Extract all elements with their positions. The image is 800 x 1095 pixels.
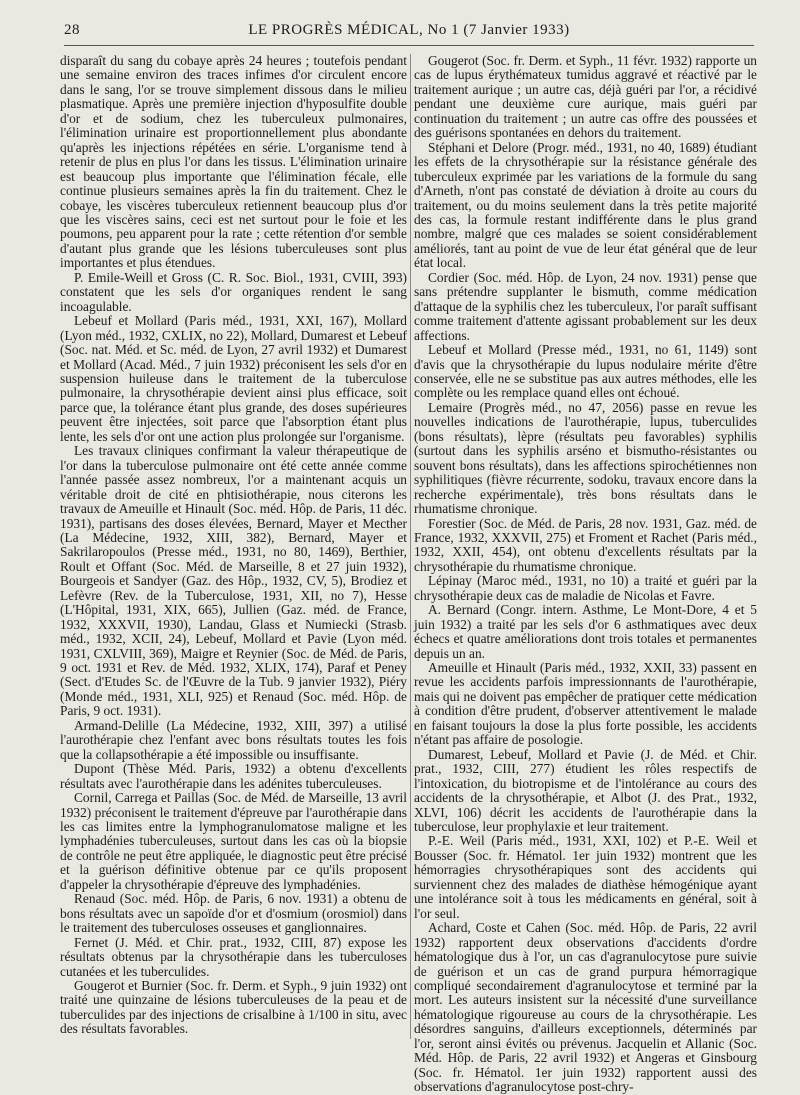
page-header xyxy=(64,22,754,42)
paragraph: Armand-Delille (La Médecine, 1932, XIII, 397) a utilisé l'aurothérapie chez l'enfant avec bons résultats toutes les fois que la collapsothérapie a été impossible ou insuffisante. xyxy=(60,717,407,762)
left-column xyxy=(60,54,407,1054)
paragraph: P.-E. Weil (Paris méd., 1931, XXI, 102) et P.-E. Weil et Bousser (Soc. fr. Hématol. 1er juin 1932) montrent que les hémorragies chrysothérapiques sont des accidents qui surviennent chez des malades de diathèse hémogénique ayant une intolérance soit à tous les médicaments en général, soit à l'or seul. xyxy=(414,833,757,921)
paragraph: Fernet (J. Méd. et Chir. prat., 1932, CIII, 87) expose les résultats obtenus par la chrysothérapie dans les tuberculoses cutanées et les tuberculides. xyxy=(60,934,407,979)
column-divider xyxy=(410,54,411,1039)
paragraph: Lépinay (Maroc méd., 1931, no 10) a traité et guéri par la chrysothérapie deux cas de maladie de Nicolas et Favre. xyxy=(414,573,757,603)
paragraph: Gougerot et Burnier (Soc. fr. Derm. et Syph., 9 juin 1932) ont traité une quinzaine de lésions tuberculeuses de la peau et de tuberculides par des injections de crisalbine à 1/100 in situ, avec des résultats favorables. xyxy=(60,978,407,1037)
paragraph: Lemaire (Progrès méd., no 47, 2056) passe en revue les nouvelles indications de l'aurothérapie, lupus, tuberculides (bons résultats), lèpre (résultats peu favorables) syphilis (surtout dans les syphilis arséno et bismutho-résistantes ou souvent bons résultats), dans les affections spirochétiennes non syphilitiques (fièvre récurrente, sodoku, travaux encore dans la recherche expérimentale), très bons résultats dans le rhumatisme chronique. xyxy=(414,399,757,517)
paragraph: A. Bernard (Congr. intern. Asthme, Le Mont-Dore, 4 et 5 juin 1932) a traité par les sels d'or 6 asthmatiques avec deux échecs et quatre améliorations dont trois totales et permanentes depuis un an. xyxy=(414,602,757,661)
paragraph: P. Emile-Weill et Gross (C. R. Soc. Biol., 1931, CVIII, 393) constatent que les sels d'or organiques rendent le sang incoagulable. xyxy=(60,269,407,314)
paragraph: Forestier (Soc. de Méd. de Paris, 28 nov. 1931, Gaz. méd. de France, 1932, XXXVII, 275) et Froment et Rachet (Paris méd., 1932, XXII, 454), ont obtenu d'excellents résultats par la chrysothérapie du rhumatisme chronique. xyxy=(414,515,757,574)
paragraph: disparaît du sang du cobaye après 24 heures ; toutefois pendant une semaine environ des traces infimes d'or circulent encore dans le sang, l'or se trouve simplement dissous dans le milieu plasmatique. Après une première injection d'hyposulfite double d'or et de sodium, chez les tuberculeux pulmonaires, l'élimination urinaire est proportionnellement plus abondante qu'après les injections répétées en série. L'organisme tend à retenir de plus en plus l'or dans les tissus. L'élimination urinaire est beaucoup plus importante que l'élimination fécale, elle continue plusieurs semaines après la fin du traitement. Chez le cobaye, les viscères tuberculeux retiennent beaucoup plus d'or que les viscères sains, ceci est net surtout pour le foie et les poumons, peu apparent pour la rate ; cette rétention d'or semble d'autant plus grande que les lésions tuberculeuses sont plus importantes et plus étendues. xyxy=(60,53,407,271)
paragraph: Cordier (Soc. méd. Hôp. de Lyon, 24 nov. 1931) pense que sans prétendre supplanter le bismuth, comme médication d'attaque de la syphilis chez les tuberculeux, l'or paraît suffisant comme traitement d'attente agissant probablement sur les deux affections. xyxy=(414,269,757,343)
paragraph: Cornil, Carrega et Paillas (Soc. de Méd. de Marseille, 13 avril 1932) préconisent le traitement d'épreuve par l'aurothérapie dans les cas limites entre la lymphogranulomatose maligne et les lymphadénies tuberculeuses, surtout dans les cas où la biopsie de contrôle ne peut être appliquée, le diagnostic peut être précisé et la guérison définitive obtenue par ce qu'ils proposent d'appeler la chrysothérapie d'épreuve des lymphadénies. xyxy=(60,790,407,892)
paragraph: Ameuille et Hinault (Paris méd., 1932, XXII, 33) passent en revue les accidents parfois impressionnants de l'aurothérapie, mais qui ne doivent pas empêcher de pratiquer cette médication à condition d'être prudent, d'observer attentivement le malade en faisant toujours la dose la plus forte possible, les accidents n'étant pas affaire de posologie. xyxy=(414,660,757,748)
paragraph: Renaud (Soc. méd. Hôp. de Paris, 6 nov. 1931) a obtenu de bons résultats avec un sapoïde d'or et d'osmium (orosmiol) dans le traitement des tuberculoses osseuses et ganglionnaires. xyxy=(60,891,407,936)
running-title: LE PROGRÈS MÉDICAL, No 1 (7 Janvier 1933) xyxy=(248,22,570,38)
paragraph: Lebeuf et Mollard (Presse méd., 1931, no 61, 1149) sont d'avis que la chrysothérapie du lupus nodulaire mérite d'être conservée, elle ne se substitue pas aux autres méthodes, elle les complète ou les remplace quand elles ont échoué. xyxy=(414,342,757,401)
right-column xyxy=(414,53,757,1095)
paragraph: Dumarest, Lebeuf, Mollard et Pavie (J. de Méd. et Chir. prat., 1932, CIII, 277) étudient les rôles respectifs de l'intoxication, du biotropisme et de l'intolérance au cours des accidents de la chrysothérapie, et Albot (J. des Prat., 1932, XLVI, 106) décrit les accidents de l'aurothérapie dans la tuberculose, leur prophylaxie et leur traitement. xyxy=(414,746,757,835)
paragraph: Stéphani et Delore (Progr. méd., 1931, no 40, 1689) étudiant les effets de la chrysothérapie sur la résistance générale des tuberculeux exprimée par les variations de la formule du sang d'Arneth, n'ont pas constaté de déviation à droite au cours du traitement, ou du moins seulement dans la très petite majorité des cas, la formule restant indifférente dans le plus grand nombre, malgré que ces malades se soient considérablement améliorés, tant au point de vue de leur état général que de leur état local. xyxy=(414,139,757,271)
paragraph: Dupont (Thèse Méd. Paris, 1932) a obtenu d'excellents résultats avec l'aurothérapie dans les adénites tuberculeuses. xyxy=(60,761,407,791)
paragraph: Lebeuf et Mollard (Paris méd., 1931, XXI, 167), Mollard (Lyon méd., 1932, CXLIX, no 22), Mollard, Dumarest et Lebeuf (Soc. nat. Méd. et Sc. méd. de Lyon, 27 avril 1932) et Dumarest et Mollard (Acad. Méd., 7 juin 1932) préconisent les sels d'or en suspension huileuse dans le traitement de la tuberculose pulmonaire, la chrysothérapie devient ainsi plus efficace, soit parce que, la tolérance étant plus grande, des doses supérieures peuvent être injectées, soit parce que l'absorption étant plus lente, les sels d'or ont une action plus prolongée sur l'organisme. xyxy=(60,313,407,444)
paragraph: Achard, Coste et Cahen (Soc. méd. Hôp. de Paris, 22 avril 1932) rapportent deux observations d'accidents d'ordre hématologique dus à l'or, un cas d'agranulocytose pure suivie de guérison et un cas de grand purpura hémorragique compliqué secondairement d'agranulocytose et terminé par la mort. Les auteurs insistent sur la nécessité d'une surveillance hématologique rigoureuse au cours de la chrysothérapie. Les désordres sanguins, d'ailleurs exceptionnels, déterminés par l'or, seront ainsi évités ou prévenus. Jacquelin et Allanic (Soc. Méd. Hôp. de Paris, 22 avril 1932) et Angeras et Ginsbourg (Soc. fr. Hématol. 1er juin 1932) rapportent aussi des observations d'agranulocytose post-chry- xyxy=(414,920,757,1095)
paragraph: Gougerot (Soc. fr. Derm. et Syph., 11 févr. 1932) rapporte un cas de lupus érythémateux tumidus aggravé et réactivé par le traitement aurique ; un autre cas, déjà guéri par l'or, a récidivé pendant une deuxième cure aurique, mais guéri par continuation du traitement ; un autre cas offre des poussées et des guérisons spontanées en dehors du traitement. xyxy=(414,53,757,141)
header-rule xyxy=(64,45,754,46)
paragraph: Les travaux cliniques confirmant la valeur thérapeutique de l'or dans la tuberculose pulmonaire ont été cette année comme l'année passée assez nombreux, l'or a maintenant acquis un véritable droit de cité en phtisiothérapie, nous citerons les travaux de Ameuille et Hinault (Soc. méd. Hôp. de Paris, 11 déc. 1931), partisans des doses élevées, Bernard, Mayer et Mecther (La Médecine, 1932, XIII, 382), Bernard, Mayer et Sakrilaropoulos (Presse méd., 1931, no 80, 1469), Berthier, Roult et Offant (Soc. Méd. de Marseille, 8 et 27 juin 1932), Bourgeois et Sandyer (Gaz. des Hôp., 1932, CV, 5), Brodiez et Lefèvre (Rev. de la Tuberculose, 1931, XII, no 7), Hesse (L'Hôpital, 1931, XIX, 665), Jullien (Gaz. méd. de France, 1932, XXXVII, 1930), Landau, Glass et Numiecki (Strasb. méd., 1932, XCII, 24), Lebeuf, Mollard et Pavie (Lyon méd. 1931, CXLVIII, 369), Maigre et Reynier (Soc. de Méd. de Paris, 9 oct. 1931 et Rev. de Méd. 1932, XLIX, 174), Paraf et Peney (Sect. d'Etudes Sc. de l'Œuvre de la Tub. 9 janvier 1932), Piéry (Monde méd., 1931, XLI, 925) et Renaud (Soc. méd. Hôp. de Paris, 9 oct. 1931). xyxy=(60,443,407,719)
page-number: 28 xyxy=(64,22,80,38)
